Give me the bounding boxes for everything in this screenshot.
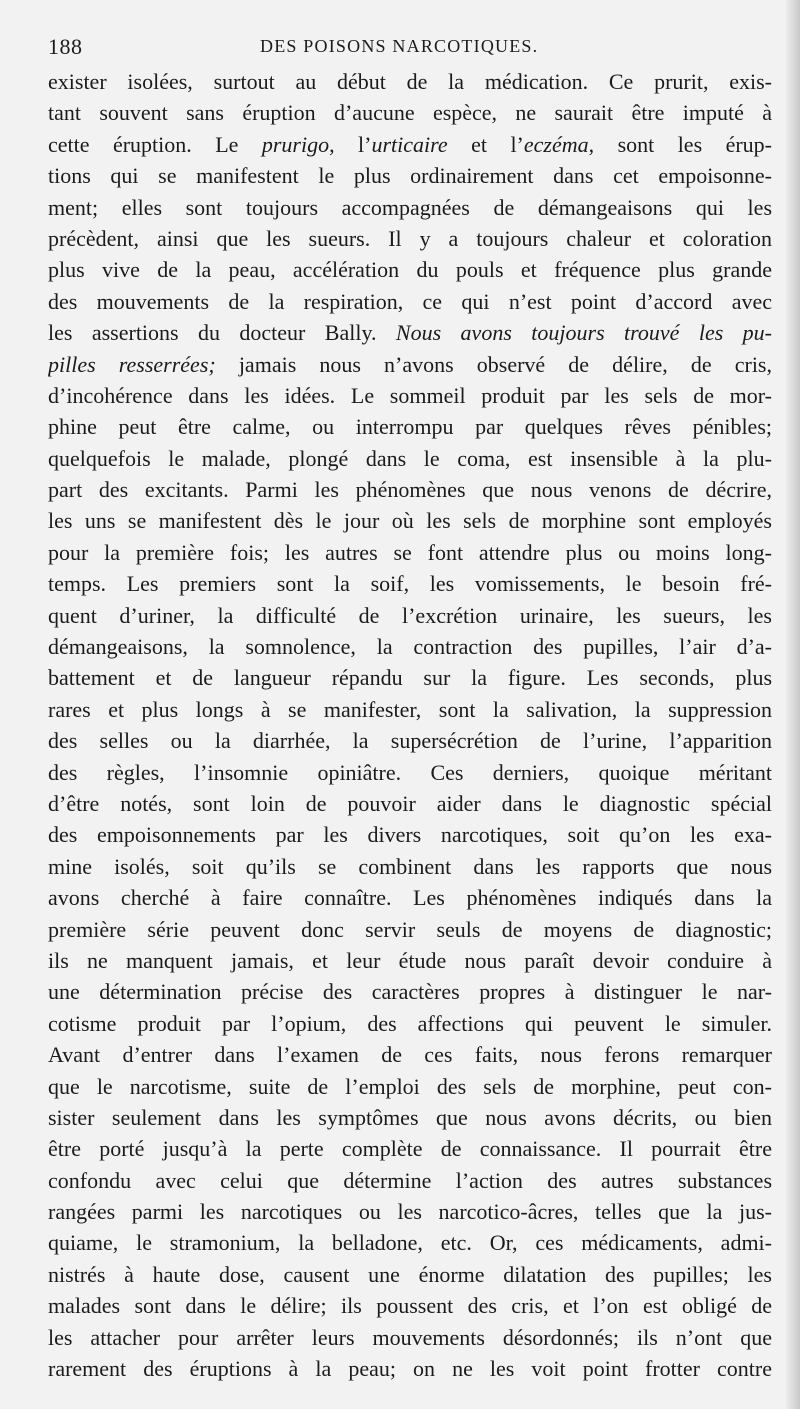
text-line — [48, 568, 772, 599]
text-line — [48, 1290, 772, 1321]
text-line — [48, 505, 772, 536]
body-text — [48, 66, 772, 1384]
running-head: DES POISONS NARCOTIQUES. — [260, 36, 539, 56]
text-line — [48, 851, 772, 882]
text-line — [48, 1227, 772, 1258]
italic-text: pilles resserrées; — [48, 351, 216, 377]
text-run: battement et de langueur répandu sur la figure. Les seconds, plus — [48, 665, 772, 691]
text-line — [48, 600, 772, 631]
text-line — [48, 1102, 772, 1133]
text-run: Avant d’entrer dans l’examen de ces faits, nous ferons remarquer — [48, 1042, 772, 1068]
text-line — [48, 474, 772, 505]
text-line — [48, 1196, 772, 1227]
text-run: avons cherché à faire connaître. Les phénomènes indiqués dans la — [48, 885, 772, 911]
text-line — [48, 411, 772, 442]
text-line — [48, 1071, 772, 1102]
text-run: cotisme produit par l’opium, des affections qui peuvent le simuler. — [48, 1010, 772, 1036]
text-run: les attacher pour arrêter leurs mouvements désordonnés; ils n’ont que — [48, 1324, 772, 1350]
text-run: quiame, le stramonium, la belladone, etc. Or, ces médicaments, admi- — [48, 1230, 772, 1256]
text-run: rares et plus longs à se manifester, sont la salivation, la suppression — [48, 696, 772, 722]
text-line — [48, 129, 772, 160]
text-run: plus vive de la peau, accélération du pouls et fréquence plus grande — [48, 257, 772, 283]
italic-text: urticaire — [371, 131, 448, 157]
text-run: malades sont dans le délire; ils poussent des cris, et l’on est obligé de — [48, 1293, 772, 1319]
italic-text: prurigo — [261, 131, 330, 157]
text-run: , l’ — [329, 131, 372, 157]
text-run: sister seulement dans les symptômes que nous avons décrits, ou bien — [48, 1104, 772, 1130]
text-line — [48, 1039, 772, 1070]
scan-edge-shadow — [786, 0, 800, 1409]
text-run: cette éruption. Le — [48, 131, 262, 157]
text-line — [48, 349, 772, 380]
page-number: 188 — [48, 34, 83, 59]
text-line — [48, 66, 772, 97]
text-line — [48, 537, 772, 568]
text-line — [48, 286, 772, 317]
text-line — [48, 788, 772, 819]
text-line — [48, 819, 772, 850]
text-line — [48, 1008, 772, 1039]
text-run: nistrés à haute dose, causent une énorme dilatation des pupilles; les — [48, 1261, 772, 1287]
text-run: quent d’uriner, la difficulté de l’excrétion urinaire, les sueurs, les — [48, 602, 772, 628]
text-run: d’incohérence dans les idées. Le sommeil produit par les sels de mor- — [48, 382, 772, 408]
text-line — [48, 380, 772, 411]
text-run: jamais nous n’avons observé de délire, de cris, — [215, 351, 772, 377]
italic-text: eczéma — [523, 131, 589, 157]
text-run: première série peuvent donc servir seuls de moyens de diagnostic; — [48, 916, 772, 942]
text-line — [48, 1322, 772, 1353]
text-run: précèdent, ainsi que les sueurs. Il y a toujours chaleur et coloration — [48, 225, 772, 251]
text-run: quelquefois le malade, plongé dans le coma, est insensible à la plu- — [48, 445, 772, 471]
text-run: des empoisonnements par les divers narcotiques, soit qu’on les exa- — [48, 822, 772, 848]
text-line — [48, 1353, 772, 1384]
text-run: des mouvements de la respiration, ce qui n’est point d’accord avec — [48, 288, 772, 314]
text-run: une détermination précise des caractères propres à distinguer le nar- — [48, 979, 772, 1005]
text-run: pour la première fois; les autres se font attendre plus ou moins long- — [48, 539, 772, 565]
text-line — [48, 914, 772, 945]
text-line — [48, 192, 772, 223]
text-line — [48, 97, 772, 128]
text-line — [48, 160, 772, 191]
text-line — [48, 662, 772, 693]
text-run: que le narcotisme, suite de l’emploi des sels de morphine, peut con- — [48, 1073, 772, 1099]
text-run: confondu avec celui que détermine l’action des autres substances — [48, 1167, 772, 1193]
text-run: des règles, l’insomnie opiniâtre. Ces derniers, quoique méritant — [48, 759, 772, 785]
text-run: temps. Les premiers sont la soif, les vomissements, le besoin fré- — [48, 571, 772, 597]
text-run: d’être notés, sont loin de pouvoir aider dans le diagnostic spécial — [48, 790, 772, 816]
text-run: tant souvent sans éruption d’aucune espèce, ne saurait être imputé à — [48, 100, 772, 126]
text-run: ils ne manquent jamais, et leur étude nous paraît devoir conduire à — [48, 947, 772, 973]
text-line — [48, 631, 772, 662]
text-line — [48, 945, 772, 976]
text-run: démangeaisons, la somnolence, la contraction des pupilles, l’air d’a- — [48, 634, 772, 660]
text-run: mine isolés, soit qu’ils se combinent dans les rapports que nous — [48, 853, 772, 879]
text-run: ment; elles sont toujours accompagnées de démangeaisons qui les — [48, 194, 772, 220]
text-run: les assertions du docteur Bally. — [48, 320, 396, 346]
text-run: rangées parmi les narcotiques ou les narcotico-âcres, telles que la jus- — [48, 1199, 772, 1225]
text-line — [48, 976, 772, 1007]
text-line — [48, 1259, 772, 1290]
text-run: les uns se manifestent dès le jour où les sels de morphine sont employés — [48, 508, 772, 534]
text-run: rarement des éruptions à la peau; on ne les voit point frotter contre — [48, 1356, 772, 1382]
text-run: part des excitants. Parmi les phénomènes que nous venons de décrire, — [48, 477, 772, 503]
text-line — [48, 1133, 772, 1164]
text-line — [48, 254, 772, 285]
text-line — [48, 882, 772, 913]
text-line — [48, 725, 772, 756]
text-line — [48, 1165, 772, 1196]
text-line — [48, 757, 772, 788]
text-run: exister isolées, surtout au début de la médication. Ce prurit, exis- — [48, 69, 772, 94]
text-run: , sont les érup- — [588, 131, 772, 157]
page-header — [48, 34, 788, 64]
text-line — [48, 317, 772, 348]
text-run: être porté jusqu’à la perte complète de connaissance. Il pourrait être — [48, 1136, 772, 1162]
text-line — [48, 694, 772, 725]
text-run: et l’ — [447, 131, 524, 157]
text-run: tions qui se manifestent le plus ordinairement dans cet empoisonne- — [48, 163, 772, 189]
italic-text: Nous avons toujours trouvé les pu- — [395, 320, 772, 346]
text-run: des selles ou la diarrhée, la supersécrétion de l’urine, l’apparition — [48, 728, 772, 754]
text-line — [48, 443, 772, 474]
text-line — [48, 223, 772, 254]
text-run: phine peut être calme, ou interrompu par quelques rêves pénibles; — [48, 414, 772, 440]
